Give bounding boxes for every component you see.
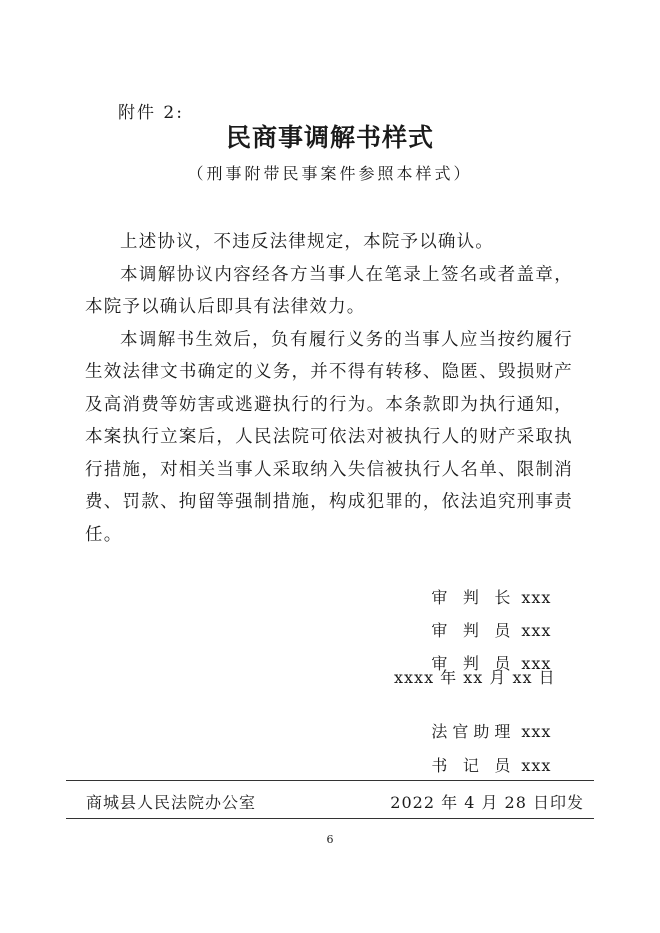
signature-name: xxx xyxy=(521,621,552,640)
paragraph-effectiveness: 本调解协议内容经各方当事人在笔录上签名或者盖章，本院予以确认后即具有法律效力。 xyxy=(85,264,573,317)
footer-issuer: 商城县人民法院办公室 xyxy=(86,793,257,812)
paragraph-enforcement: 本调解书生效后，负有履行义务的当事人应当按约履行生效法律文书确定的义务，并不得有转移、隐匿、毁损财产及高消费等妨害或逃避执行的行为。本条款即为执行通知，本案执行立案后，人民法院可依法对被执行人的财产采取执行措施，对相关当事人采取纳入失信被执行人名单、限制消费、罚款、拘留等强制措施，构成犯罪的，依法追究刑事责任。 xyxy=(85,329,573,545)
document-title: 民商事调解书样式 xyxy=(225,123,434,152)
signature-role: 书记员 xyxy=(431,756,512,775)
document-subtitle: （刑事附带民事案件参照本样式） xyxy=(187,164,473,183)
signature-name: xxx xyxy=(521,588,552,607)
signature-name: xxx xyxy=(521,722,552,741)
signature-role: 审判员 xyxy=(431,654,512,673)
page-number: 6 xyxy=(326,833,334,846)
signature-name: xxx xyxy=(521,756,552,775)
document-body xyxy=(85,226,573,551)
footer-top-rule xyxy=(66,780,594,781)
footer-bottom-rule xyxy=(66,818,594,819)
signature-role: 审判长 xyxy=(431,588,512,607)
signature-name: xxx xyxy=(521,654,552,673)
attachment-label: 附件 2: xyxy=(118,103,184,123)
signature-role: 法官助理 xyxy=(431,722,512,741)
signature-role: 审判员 xyxy=(431,621,512,640)
paragraph-confirmation: 上述协议，不违反法律规定，本院予以确认。 xyxy=(120,232,494,252)
signature-date: xxxx 年 xx 月 xx 日 xyxy=(394,668,556,687)
footer-issue-date: 2022 年 4 月 28 日印发 xyxy=(390,793,584,812)
signature-row-clerk xyxy=(407,734,551,795)
